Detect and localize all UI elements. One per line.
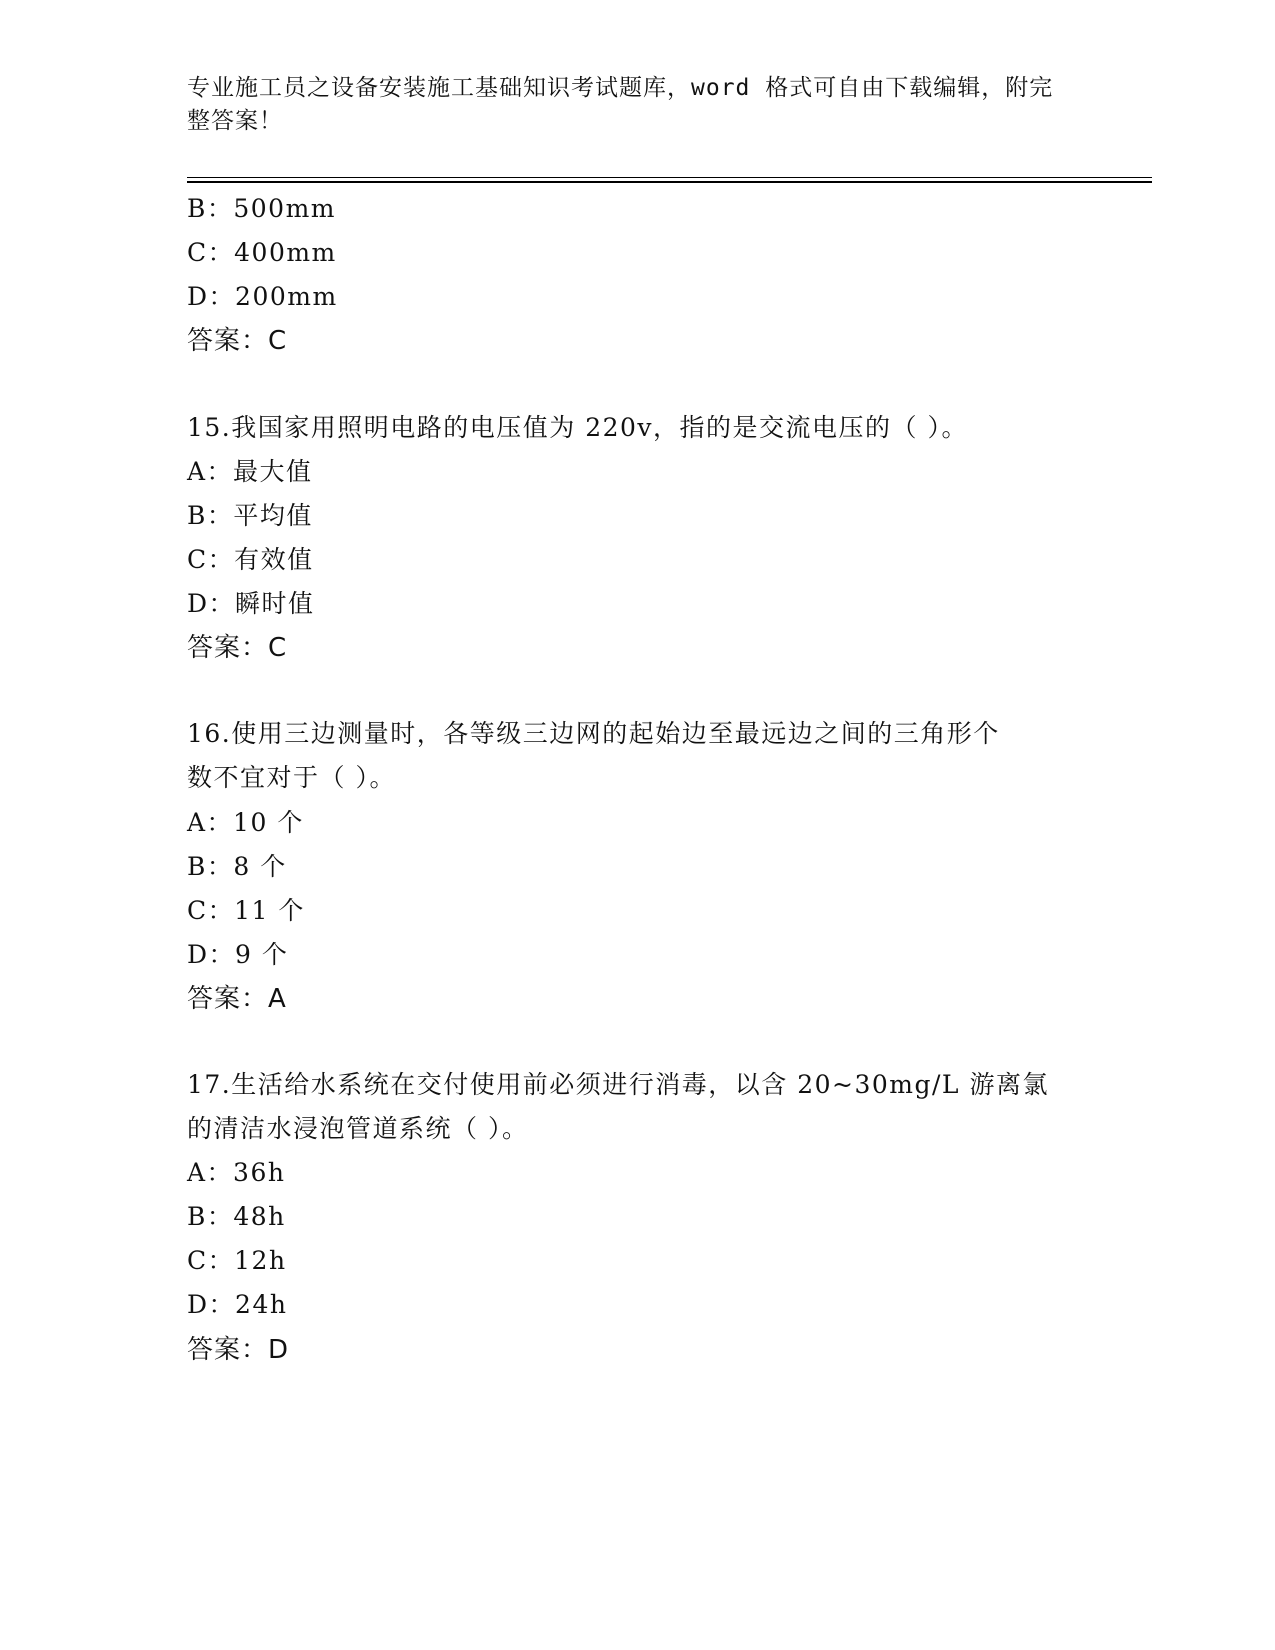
q16-option-a: A：10 个 [187,808,304,837]
q16-stem-line-1: 16.使用三边测量时，各等级三边网的起始边至最远边之间的三角形个 [187,719,1000,748]
q16-option-b: B：8 个 [187,852,287,881]
q15-option-b: B：平均值 [187,501,313,530]
q15-option-d: D：瞬时值 [187,589,315,618]
q16-option-c: C：11 个 [187,896,305,925]
q15-answer: 答案：C [187,633,288,663]
q14-option-b: B：500mm [187,194,337,223]
header-divider-top [187,177,1152,178]
q14-option-d: D：200mm [187,282,338,311]
q15-stem: 15.我国家用照明电路的电压值为 220v，指的是交流电压的（ ）。 [187,413,968,442]
q17-option-c: C：12h [187,1246,287,1275]
q17-option-a: A：36h [187,1158,286,1187]
document-header [187,72,1067,138]
q14-option-c: C：400mm [187,238,337,267]
q16-answer: 答案：A [187,984,287,1014]
q16-stem-line-2: 数不宜对于（ ）。 [187,763,396,792]
q17-stem-line-1: 17.生活给水系统在交付使用前必须进行消毒，以含 20~30mg/L 游离氯 [187,1070,1049,1099]
header-title-line-2: 整答案！ [187,108,283,134]
q17-option-d: D：24h [187,1290,288,1319]
header-title-line-1: 专业施工员之设备安装施工基础知识考试题库，word 格式可自由下载编辑，附完 [187,75,1054,101]
q16-option-d: D：9 个 [187,940,289,969]
header-divider-bottom [187,181,1152,183]
q17-stem-line-2: 的清洁水浸泡管道系统（ ）。 [187,1114,529,1143]
q17-option-b: B：48h [187,1202,286,1231]
q17-answer: 答案：D [187,1335,290,1365]
q15-option-a: A：最大值 [187,457,313,486]
q15-option-c: C：有效值 [187,545,314,574]
q14-answer: 答案：C [187,326,288,356]
